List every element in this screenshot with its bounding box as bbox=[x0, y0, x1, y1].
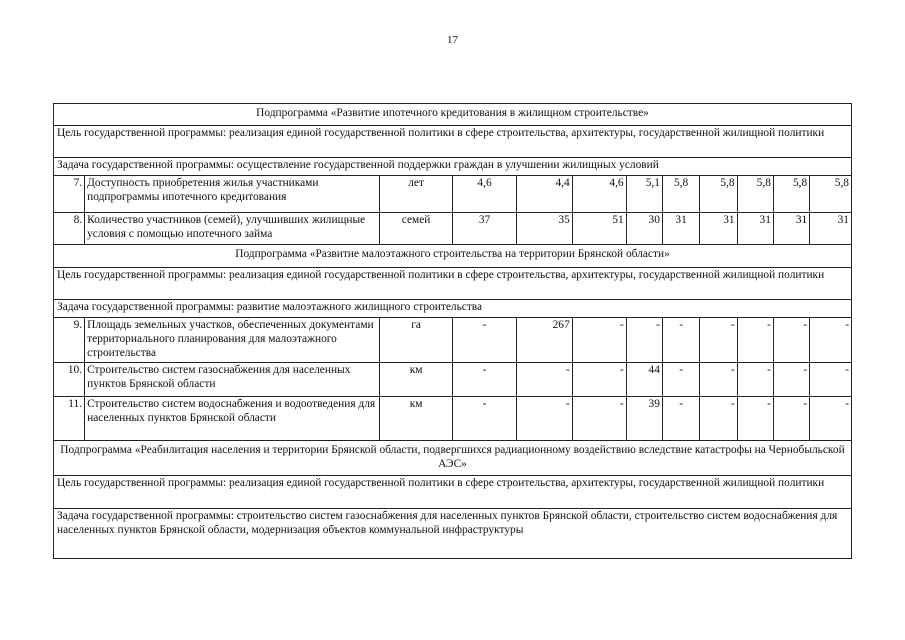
indicator-value: 4,6 bbox=[572, 176, 626, 213]
indicator-name: Площадь земельных участков, обеспеченных документами территориального планирования для малоэтажного строительства bbox=[85, 318, 380, 363]
indicator-value: 44 bbox=[626, 363, 662, 397]
subprogram-title-row bbox=[54, 104, 852, 126]
indicator-row bbox=[54, 318, 852, 363]
indicator-value: 30 bbox=[626, 213, 662, 245]
indicator-value: - bbox=[453, 318, 516, 363]
indicator-value: 31 bbox=[773, 213, 809, 245]
indicator-name: Доступность приобретения жилья участниками подпрограммы ипотечного кредитования bbox=[85, 176, 380, 213]
indicator-unit: семей bbox=[379, 213, 453, 245]
page-number: 17 bbox=[447, 34, 458, 46]
program-task-row bbox=[54, 300, 852, 318]
indicator-value: 35 bbox=[516, 213, 572, 245]
indicator-value: - bbox=[810, 397, 852, 441]
indicator-value: 31 bbox=[737, 213, 773, 245]
indicator-row bbox=[54, 397, 852, 441]
indicator-value: 39 bbox=[626, 397, 662, 441]
indicator-value: 37 bbox=[453, 213, 516, 245]
indicator-value: - bbox=[700, 363, 737, 397]
program-task: Задача государственной программы: осуществление государственной поддержки граждан в улучшении жилищных условий bbox=[54, 158, 852, 176]
indicator-value: - bbox=[700, 318, 737, 363]
indicator-row bbox=[54, 363, 852, 397]
indicator-number: 11. bbox=[54, 397, 85, 441]
program-task: Задача государственной программы: развитие малоэтажного жилищного строительства bbox=[54, 300, 852, 318]
indicator-value: 5,8 bbox=[700, 176, 737, 213]
indicator-value: - bbox=[662, 397, 699, 441]
indicator-value: 31 bbox=[810, 213, 852, 245]
indicator-value: - bbox=[773, 397, 809, 441]
indicator-row bbox=[54, 176, 852, 213]
program-task-row bbox=[54, 158, 852, 176]
program-goal-row bbox=[54, 268, 852, 300]
indicator-value: - bbox=[737, 318, 773, 363]
indicator-value: 51 bbox=[572, 213, 626, 245]
indicator-value: - bbox=[453, 397, 516, 441]
indicator-value: 5,1 bbox=[626, 176, 662, 213]
indicator-number: 8. bbox=[54, 213, 85, 245]
indicator-value: 4,4 bbox=[516, 176, 572, 213]
indicator-value: - bbox=[662, 363, 699, 397]
indicator-value: 5,8 bbox=[737, 176, 773, 213]
indicator-unit: лет bbox=[379, 176, 453, 213]
indicator-value: 5,8 bbox=[773, 176, 809, 213]
indicators-table bbox=[53, 103, 852, 559]
program-goal: Цель государственной программы: реализация единой государственной политики в сфере строительства, архитектуры, государственной жилищной политики bbox=[54, 268, 852, 300]
program-goal: Цель государственной программы: реализация единой государственной политики в сфере строительства, архитектуры, государственной жилищной политики bbox=[54, 126, 852, 158]
program-goal-row bbox=[54, 476, 852, 509]
indicator-value: - bbox=[662, 318, 699, 363]
indicator-value: 5,8 bbox=[810, 176, 852, 213]
indicator-row bbox=[54, 213, 852, 245]
program-goal: Цель государственной программы: реализация единой государственной политики в сфере строительства, архитектуры, государственной жилищной политики bbox=[54, 476, 852, 509]
indicator-value: - bbox=[516, 397, 572, 441]
program-task: Задача государственной программы: строительство систем газоснабжения для населенных пунктов Брянской области, строительство систем водоснабжения для населенных пунктов Брянской области, модернизация объектов коммунальной инфраструктуры bbox=[54, 509, 852, 559]
indicator-value: - bbox=[737, 363, 773, 397]
subprogram-title: Подпрограмма «Развитие ипотечного кредитования в жилищном строительстве» bbox=[54, 104, 852, 126]
subprogram-title: Подпрограмма «Реабилитация населения и территории Брянской области, подвергшихся радиационному воздействию вследствие катастрофы на Чернобыльской АЭС» bbox=[54, 441, 852, 476]
indicator-value: 31 bbox=[700, 213, 737, 245]
indicator-unit: км bbox=[379, 397, 453, 441]
indicator-value: - bbox=[737, 397, 773, 441]
indicator-number: 7. bbox=[54, 176, 85, 213]
indicator-unit: га bbox=[379, 318, 453, 363]
program-goal-row bbox=[54, 126, 852, 158]
indicator-value: 267 bbox=[516, 318, 572, 363]
indicator-value: 4,6 bbox=[453, 176, 516, 213]
indicator-value: - bbox=[516, 363, 572, 397]
indicator-value: - bbox=[810, 318, 852, 363]
indicator-value: - bbox=[773, 363, 809, 397]
indicator-value: - bbox=[572, 363, 626, 397]
indicator-value: - bbox=[453, 363, 516, 397]
indicator-value: 31 bbox=[662, 213, 699, 245]
indicator-value: - bbox=[572, 397, 626, 441]
indicator-number: 9. bbox=[54, 318, 85, 363]
program-task-row bbox=[54, 509, 852, 559]
indicator-value: - bbox=[773, 318, 809, 363]
indicator-name: Строительство систем газоснабжения для населенных пунктов Брянской области bbox=[85, 363, 380, 397]
indicator-value: - bbox=[700, 397, 737, 441]
indicator-name: Строительство систем водоснабжения и водоотведения для населенных пунктов Брянской области bbox=[85, 397, 380, 441]
indicator-value: - bbox=[626, 318, 662, 363]
indicator-number: 10. bbox=[54, 363, 85, 397]
indicator-name: Количество участников (семей), улучшивших жилищные условия с помощью ипотечного займа bbox=[85, 213, 380, 245]
subprogram-title: Подпрограмма «Развитие малоэтажного строительства на территории Брянской области» bbox=[54, 245, 852, 268]
subprogram-title-row bbox=[54, 441, 852, 476]
subprogram-title-row bbox=[54, 245, 852, 268]
indicator-value: 5,8 bbox=[662, 176, 699, 213]
indicator-value: - bbox=[572, 318, 626, 363]
indicator-unit: км bbox=[379, 363, 453, 397]
indicator-value: - bbox=[810, 363, 852, 397]
